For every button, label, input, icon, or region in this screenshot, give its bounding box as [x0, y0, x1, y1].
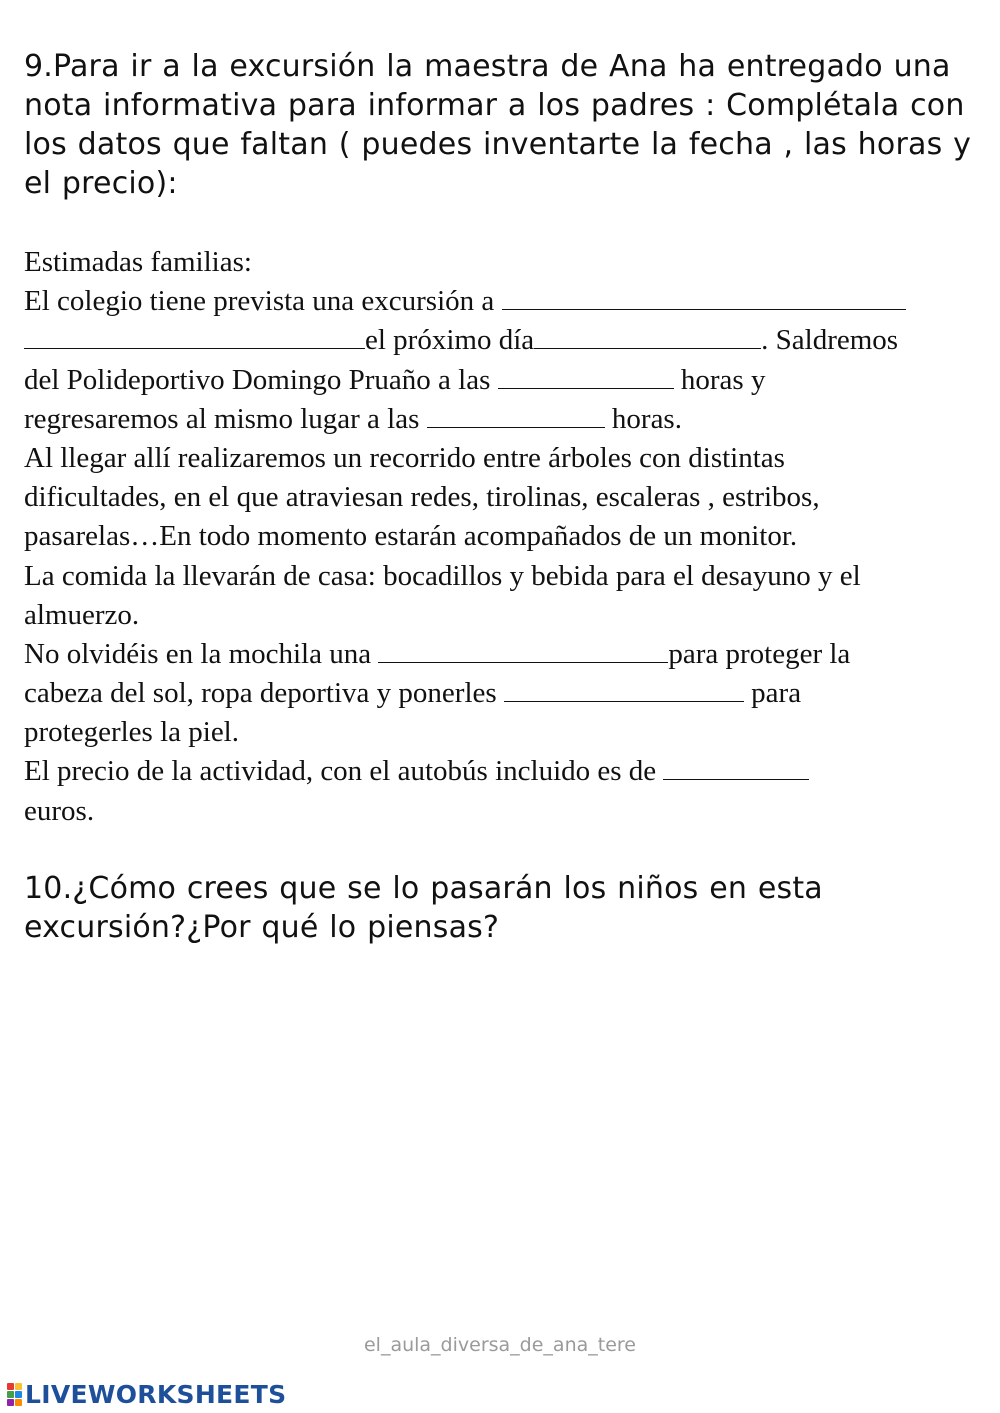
destination-blank-continued[interactable]	[24, 324, 365, 349]
question-9	[24, 47, 974, 203]
note-text: horas y	[680, 363, 766, 396]
author-credit: el_aula_diversa_de_ana_tere	[363, 1334, 636, 1356]
note-text: No olvidéis en la mochila una	[24, 637, 372, 670]
question-10	[24, 869, 974, 947]
question-9-line: nota informativa para informar a los padres : Complétala con	[24, 88, 965, 123]
logo-square	[15, 1383, 22, 1390]
question-9-line: los datos que faltan ( puedes inventarte la fecha , las horas y	[24, 127, 972, 162]
question-10-line: 10.¿Cómo crees que se lo pasarán los niños en esta	[24, 871, 823, 906]
note-text: para	[751, 677, 802, 710]
note-text: La comida la llevarán de casa: bocadillos y bebida para el desayuno y el	[24, 559, 861, 592]
note-line	[24, 361, 984, 400]
question-10-line: excursión?¿Por qué lo piensas?	[24, 910, 500, 945]
return-time-blank[interactable]	[427, 403, 605, 428]
note-text: horas.	[611, 402, 682, 435]
note-text: El colegio tiene prevista una excursión a	[24, 285, 495, 318]
price-blank[interactable]	[663, 755, 809, 780]
brand-name: LIVEWORKSHEETS	[25, 1380, 287, 1409]
logo-square	[7, 1391, 14, 1398]
note-line	[24, 674, 984, 713]
note-text: del Polideportivo Domingo Pruaño a las	[24, 363, 491, 396]
note-text: para proteger la	[668, 637, 851, 670]
note-text: Al llegar allí realizaremos un recorrido entre árboles con distintas	[24, 441, 785, 474]
note-text: el próximo día	[365, 324, 535, 357]
logo-square	[15, 1399, 22, 1406]
informative-note	[24, 243, 984, 831]
question-9-line: el precio):	[24, 166, 178, 201]
note-text: regresaremos al mismo lugar a las	[24, 402, 420, 435]
liveworksheets-logo	[7, 1380, 286, 1409]
logo-square	[15, 1391, 22, 1398]
note-text: almuerzo.	[24, 598, 140, 631]
note-line	[24, 282, 984, 321]
note-line	[24, 752, 984, 791]
note-text: pasarelas…En todo momento estarán acompañados de un monitor.	[24, 520, 798, 553]
note-text: El precio de la actividad, con el autobús incluido es de	[24, 755, 657, 788]
sunscreen-blank[interactable]	[504, 677, 744, 702]
note-text: protegerles la piel.	[24, 716, 239, 749]
note-text: euros.	[24, 794, 95, 827]
question-9-line: 9.Para ir a la excursión la maestra de Ana ha entregado una	[24, 49, 951, 84]
date-blank[interactable]	[534, 324, 761, 349]
note-text: dificultades, en el que atraviesan redes, tirolinas, escaleras , estribos,	[24, 481, 820, 514]
note-line	[24, 400, 984, 439]
hat-blank[interactable]	[378, 638, 668, 663]
note-text: cabeza del sol, ropa deportiva y ponerles	[24, 677, 497, 710]
departure-time-blank[interactable]	[498, 364, 674, 389]
liveworksheets-logo-icon	[7, 1383, 22, 1406]
note-greeting: Estimadas familias:	[24, 246, 252, 278]
logo-square	[7, 1399, 14, 1406]
destination-blank[interactable]	[502, 285, 906, 310]
logo-square	[7, 1383, 14, 1390]
note-line	[24, 321, 984, 360]
note-line	[24, 635, 984, 674]
note-text: . Saldremos	[761, 324, 899, 357]
